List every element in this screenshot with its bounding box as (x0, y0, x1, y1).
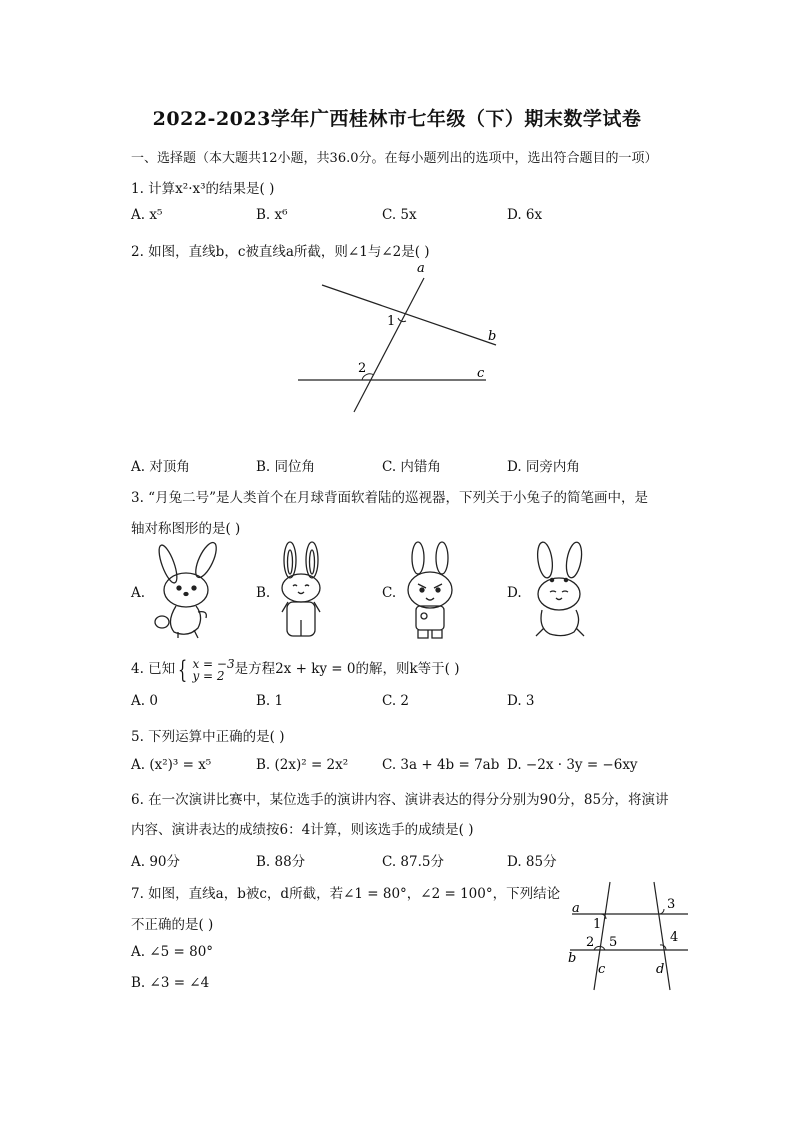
fig2-label-c: c (477, 366, 485, 381)
question-4-option-b: B. 1 (256, 693, 284, 709)
question-6-stem-line2: 内容、演讲表达的成绩按6：4计算，则该选手的成绩是( ) (131, 822, 474, 838)
system-brace: { (178, 655, 188, 684)
question-4-option-d: D. 3 (507, 693, 535, 709)
section-heading: 一、选择题（本大题共12小题，共36.0分。在每小题列出的选项中，选出符合题目的一项） (131, 151, 658, 166)
question-3-stem-line1: 3. “月兔二号”是人类首个在月球背面软着陆的巡视器，下列关于小兔子的简笔画中，是 (131, 490, 648, 506)
question-2-option-a: A. 对顶角 (131, 459, 190, 475)
question-4-prefix: 4. 已知 (131, 661, 176, 677)
question-3-option-b: B. (256, 585, 271, 601)
fig7-angle-5: 5 (609, 935, 618, 950)
question-2-option-d: D. 同旁内角 (507, 459, 580, 475)
question-6-option-c: C. 87.5分 (382, 854, 444, 870)
fig2-angle-1: 1 (387, 314, 396, 329)
question-4-option-a: A. 0 (131, 693, 158, 709)
question-7-option-a: A. ∠5 = 80° (131, 944, 214, 960)
fig2-label-a: a (417, 261, 425, 276)
fig2-angle-2: 2 (358, 361, 367, 376)
question-5-option-a: A. (x²)³ = x⁵ (131, 757, 212, 773)
question-6-option-d: D. 85分 (507, 854, 557, 870)
question-6-option-b: B. 88分 (256, 854, 306, 870)
question-6-stem-line1: 6. 在一次演讲比赛中，某位选手的演讲内容、演讲表达的得分分别为90分，85分，将演讲 (131, 792, 669, 808)
question-7-option-b: B. ∠3 = ∠4 (131, 975, 210, 991)
question-2-option-c: C. 内错角 (382, 459, 441, 475)
question-5-stem: 5. 下列运算中正确的是( ) (131, 729, 285, 745)
question-3-stem-line2: 轴对称图形的是( ) (131, 521, 241, 537)
question-1-option-c: C. 5x (382, 207, 417, 223)
question-3-option-a: A. (131, 585, 146, 601)
fig7-label-a: a (572, 901, 580, 916)
question-7-stem-line1: 7. 如图，直线a，b被c，d所截，若∠1 = 80°，∠2 = 100°，下列结论 (131, 886, 561, 902)
fig7-angle-3: 3 (667, 897, 676, 912)
question-7-stem-line2: 不正确的是( ) (131, 917, 214, 933)
fig7-angle-4: 4 (670, 930, 679, 945)
question-5-option-d: D. −2x · 3y = −6xy (507, 757, 638, 773)
fig7-label-b: b (568, 951, 577, 966)
page-title: 2022-2023学年广西桂林市七年级（下）期末数学试卷 (152, 108, 642, 130)
question-1-option-b: B. x⁶ (256, 207, 288, 223)
question-6-option-a: A. 90分 (131, 854, 181, 870)
question-4-suffix: 是方程2x + ky = 0的解，则k等于( ) (234, 661, 460, 677)
question-5-option-b: B. (2x)² = 2x² (256, 757, 349, 773)
fig2-label-b: b (488, 329, 497, 344)
fig7-angle-1: 1 (593, 917, 602, 932)
question-5-option-c: C. 3a + 4b = 7ab (382, 757, 500, 773)
equation-1: x = −3 (192, 656, 235, 671)
question-1-option-a: A. x⁵ (131, 207, 163, 223)
equation-2: y = 2 (192, 668, 225, 683)
question-2-stem: 2. 如图，直线b，c被直线a所截，则∠1与∠2是( ) (131, 244, 430, 260)
question-4-option-c: C. 2 (382, 693, 410, 709)
question-1-option-d: D. 6x (507, 207, 543, 223)
question-2-option-b: B. 同位角 (256, 459, 316, 475)
question-3-option-d: D. (507, 585, 522, 601)
fig7-angle-2: 2 (586, 935, 595, 950)
question-3-option-c: C. (382, 585, 397, 601)
question-1-stem: 1. 计算x²·x³的结果是( ) (131, 181, 275, 197)
fig7-label-d: d (656, 962, 665, 977)
fig7-label-c: c (598, 962, 606, 977)
